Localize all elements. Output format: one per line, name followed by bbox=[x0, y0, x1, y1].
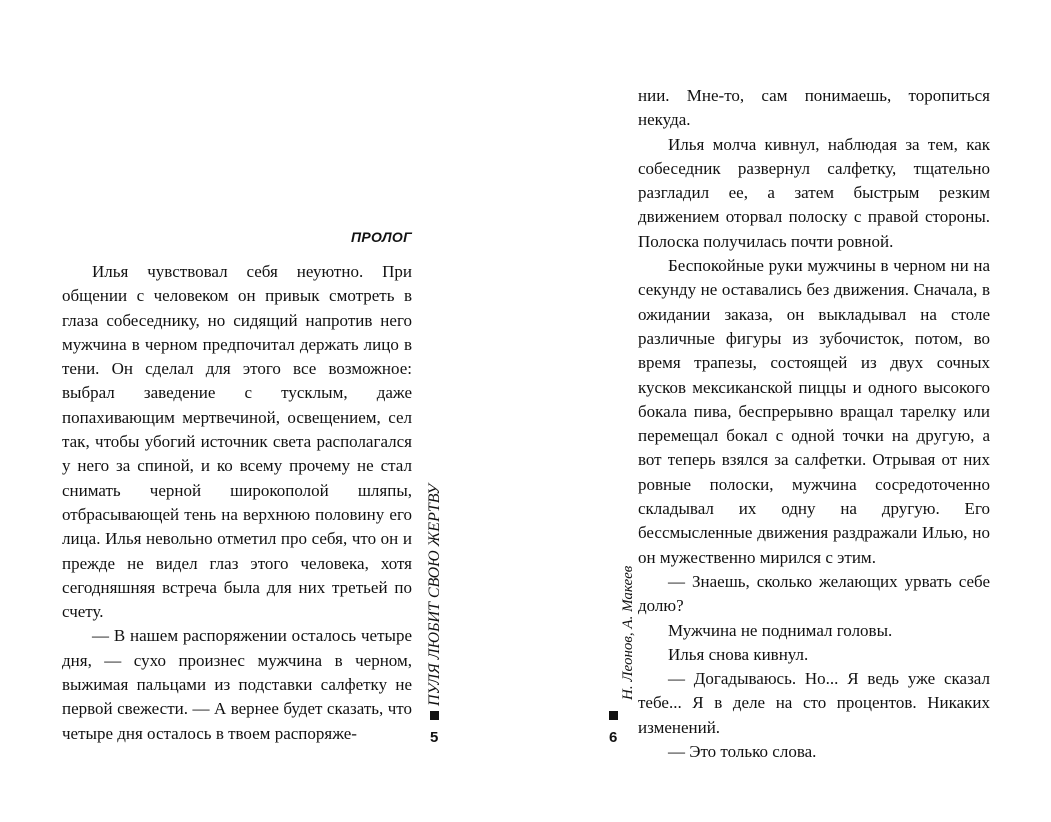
authors-running-head: Н. Леонов, А. Макеев bbox=[620, 565, 636, 700]
square-bullet-icon bbox=[430, 711, 439, 720]
right-page bbox=[526, 0, 1051, 822]
paragraph: Мужчина не поднимал головы. bbox=[668, 620, 893, 640]
book-title-running-head: ПУЛЯ ЛЮБИТ СВОЮ ЖЕРТВУ bbox=[426, 484, 443, 706]
paragraph-continuation: нии. Мне-то, сам понимаешь, торопиться некуда. bbox=[638, 86, 990, 130]
left-page-text bbox=[62, 260, 412, 746]
paragraph: — В нашем распоряжении осталось четыре дня, — сухо произнес мужчина в черном, выжимая пальцами из подставки салфетку не первой свежести. — А вернее будет сказать, что четыре дня осталось в твоем распоряже- bbox=[62, 626, 412, 743]
chapter-heading: ПРОЛОГ bbox=[350, 229, 412, 245]
paragraph: Беспокойные руки мужчины в черном ни на секунду не оставались без движения. Сначала, в ожидании заказа, он выкладывал на столе различные фигуры из зубочисток, потом, во время трапезы, состоящей из двух сочных кусков мексиканской пиццы и одного высокого бокала пива, беспрерывно вращал тарелку или перемещал бокал с одной точки на другую, а вот теперь взялся за салфетки. Отрывая от них ровные полоски, мужчина сосредоточенно складывал их одну на другую. Его бессмысленные движения раздражали Илью, но он мужественно мирился с этим. bbox=[638, 256, 990, 567]
page-number: 6 bbox=[609, 729, 618, 746]
square-bullet-icon bbox=[609, 711, 618, 720]
page-number: 5 bbox=[430, 729, 439, 746]
paragraph: — Догадываюсь. Но... Я ведь уже сказал тебе... Я в деле на сто процентов. Никаких изменений. bbox=[638, 669, 990, 737]
paragraph: — Знаешь, сколько желающих урвать себе долю? bbox=[638, 571, 990, 616]
paragraph: Илья молча кивнул, наблюдая за тем, как собеседник развернул салфетку, тщательно разгладил ее, а затем быстрым резким движением оторвал полоску с правой стороны. Полоска получилась почти ровной. bbox=[638, 134, 990, 251]
paragraph: Илья чувствовал себя неуютно. При общении с человеком он привык смотреть в глаза собеседнику, но сидящий напротив него мужчина в черном предпочитал держать лицо в тени. Он сделал для этого все возможное: выбрал заведение с тусклым, даже попахивающим мертвечиной, освещением, сел так, чтобы убогий источник света располагался у него за спиной, и ко всему прочему не стал снимать черной широкополой шляпы, отбрасывающей тень на верхнюю половину его лица. Илья невольно отметил про себя, что он и прежде не видел глаз этого человека, хотя сегодняшняя встреча была для них третьей по счету. bbox=[62, 262, 412, 622]
right-page-text bbox=[638, 84, 990, 764]
paragraph: — Это только слова. bbox=[668, 742, 817, 762]
paragraph: Илья снова кивнул. bbox=[668, 644, 809, 664]
